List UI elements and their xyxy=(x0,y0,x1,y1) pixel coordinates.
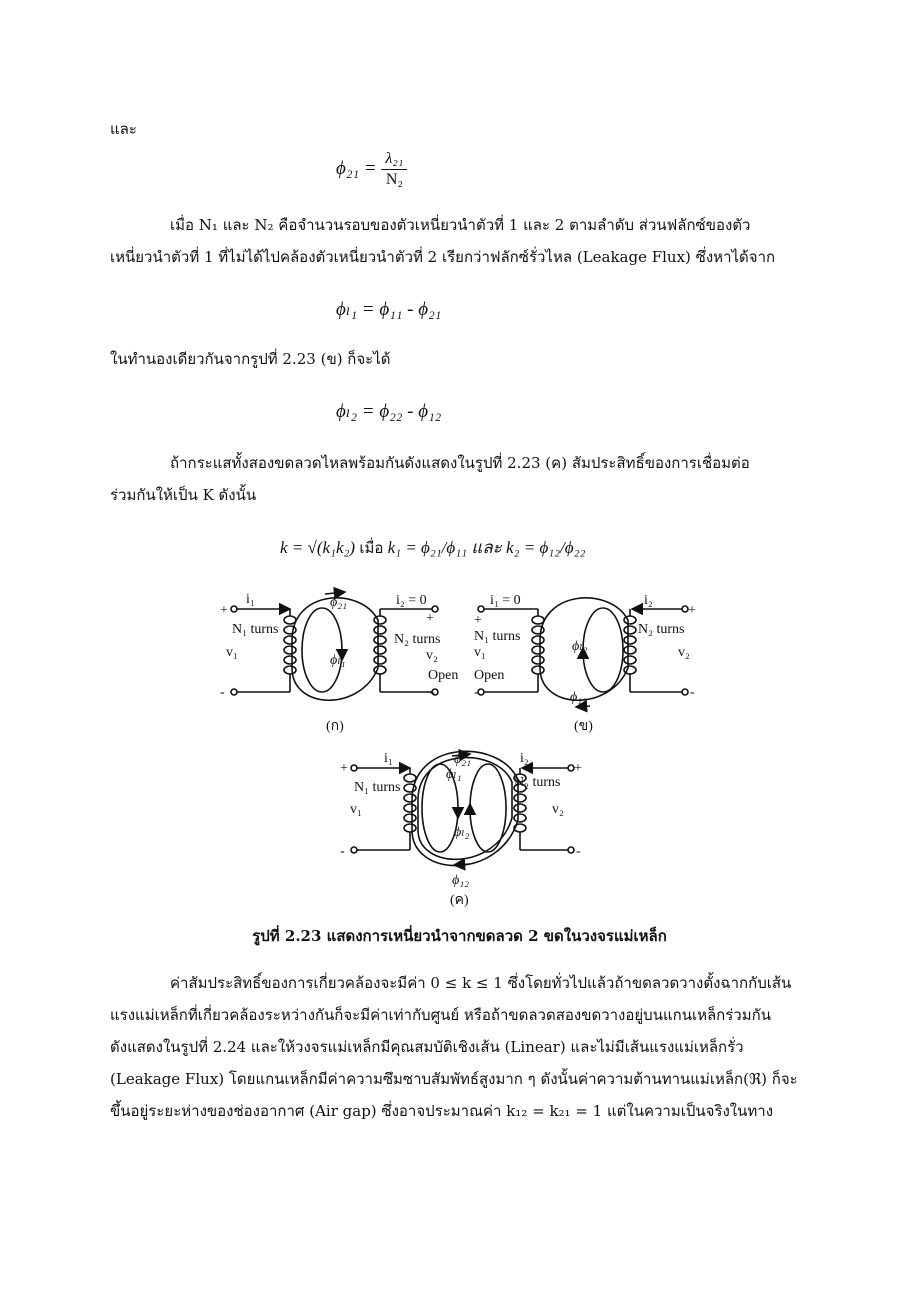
paragraph-4-line-1: ค่าสัมประสิทธิ์ของการเกี่ยวคล้องจะมีค่า 0 ≤ k ≤ 1 ซึ่งโดยทั่วไปแล้วถ้าขดลวดวางตั้งฉากกับเส้น xyxy=(170,974,792,992)
core-outline-a xyxy=(292,598,378,700)
phi21-c: ϕ₂₁ xyxy=(454,752,471,767)
v1-b: v₁ xyxy=(474,645,486,660)
v2-b: v₂ xyxy=(678,645,690,660)
equation-coupling-left: k = √(k₁k₂) xyxy=(280,538,356,557)
phil1-c: ϕₗ₁ xyxy=(446,767,462,782)
figure-part-b-labels xyxy=(474,593,696,734)
label-a: (ก) xyxy=(326,719,344,734)
paragraph-1-line-1: เมื่อ N₁ และ N₂ คือจำนวนรอบของตัวเหนี่ยวนำตัวที่ 1 และ 2 ตามลำดับ ส่วนฟลักซ์ของตัว xyxy=(170,216,751,234)
paragraph-3-line-1: ถ้ากระแสทั้งสองขดลวดไหลพร้อมกันดังแสดงในรูปที่ 2.23 (ค) สัมประสิทธิ์ของการเชื่อมต่อ xyxy=(170,454,750,472)
paragraph-lead: และ xyxy=(110,120,137,138)
v1-a: v₁ xyxy=(226,645,238,660)
minus-c-left: - xyxy=(340,844,345,859)
minus-b-right: - xyxy=(690,685,695,700)
paragraph-4-line-2: แรงแม่เหล็กที่เกี่ยวคล้องระหว่างกันก็จะมีค่าเท่ากับศูนย์ หรือถ้าขดลวดสองขดวางอยู่บนแกนเหล็กร่วมกัน xyxy=(110,1006,771,1024)
minus-a-left: - xyxy=(220,685,225,700)
n1-a: N₁ turns xyxy=(232,622,279,637)
equation-leakage-2: ϕₗ₂ = ϕ₂₂ - ϕ₁₂ xyxy=(336,401,442,422)
equation-leakage-1: ϕₗ₁ = ϕ₁₁ - ϕ₂₁ xyxy=(336,299,442,320)
equation-phi21-numerator: λ₂₁ xyxy=(381,150,407,170)
open-b: Open xyxy=(474,668,505,683)
figure-part-c xyxy=(351,751,574,865)
paragraph-2: ในทำนองเดียวกันจากรูปที่ 2.23 (ข) ก็จะได้ xyxy=(110,350,391,368)
plus-b-right: + xyxy=(688,603,696,618)
n2-b: N₂ turns xyxy=(638,622,685,637)
i1-c: i₁ xyxy=(384,751,393,766)
phi21-a: ϕ₂₁ xyxy=(330,595,347,610)
figure-caption: รูปที่ 2.23 แสดงการเหนี่ยวนำจากขดลวด 2 ขดในวงจรแม่เหล็ก xyxy=(252,927,667,945)
equation-coupling-connector: เมื่อ xyxy=(359,539,384,557)
phil1-a: ϕₗ₁ xyxy=(330,653,346,668)
minus-a-right: - xyxy=(430,685,435,700)
n2-a: N₂ turns xyxy=(394,632,441,647)
i2-a: i₂ = 0 xyxy=(396,593,427,608)
figure-part-a-labels xyxy=(220,592,458,734)
n2-c: N₂ turns xyxy=(514,775,561,790)
label-c: (ค) xyxy=(450,893,469,908)
v2-a: v₂ xyxy=(426,648,438,663)
phi12-c: ϕ₁₂ xyxy=(452,873,469,888)
paragraph-1-line-2: เหนี่ยวนำตัวที่ 1 ที่ไม่ได้ไปคล้องตัวเหนี่ยวนำตัวที่ 2 เรียกว่าฟลักซ์รั่วไหล (Leakage Flux) ซึ่งหาได้จาก xyxy=(110,248,776,266)
phil2-b: ϕₗ₂ xyxy=(572,639,588,654)
open-a: Open xyxy=(428,668,459,683)
paragraph-4-line-5: ขึ้นอยู่ระยะห่างของช่องอากาศ (Air gap) ซึ่งอาจประมาณค่า k₁₂ = k₂₁ = 1 แต่ในความเป็นจริงในทาง xyxy=(110,1102,774,1120)
i2-c: i₂ xyxy=(520,751,529,766)
equation-coupling-right: k₁ = ϕ₂₁/ϕ₁₁ และ k₂ = ϕ₁₂/ϕ₂₂ xyxy=(387,538,586,557)
equation-phi21-denominator: N₂ xyxy=(385,171,403,188)
paragraph-4-line-3: ดังแสดงในรูปที่ 2.24 และให้วงจรแม่เหล็กมีคุณสมบัติเชิงเส้น (Linear) และไม่มีเส้นแรงแม่เหล็กรั่ว xyxy=(110,1038,744,1056)
plus-c-right: + xyxy=(574,761,582,776)
i2-b: i₂ xyxy=(644,593,653,608)
equation-phi21-lhs: ϕ₂₁ = xyxy=(336,157,377,179)
plus-c-left: + xyxy=(340,761,348,776)
i1-a: i₁ xyxy=(246,592,255,607)
coil-right-b xyxy=(624,616,636,674)
label-b: (ข) xyxy=(574,719,593,734)
phi12-b: ϕ₁₂ xyxy=(570,690,587,705)
plus-a-left: + xyxy=(220,603,228,618)
n1-c: N₁ turns xyxy=(354,780,401,795)
coil-right-a xyxy=(374,616,386,674)
minus-b-left: - xyxy=(474,685,479,700)
figure-part-c-labels xyxy=(340,751,582,908)
v1-c: v₁ xyxy=(350,802,362,817)
n1-b: N₁ turns xyxy=(474,629,521,644)
plus-a-right: + xyxy=(426,611,434,626)
paragraph-3-line-2: ร่วมกันให้เป็น K ดังนั้น xyxy=(110,486,257,504)
phil2-c: ϕₗ₂ xyxy=(454,825,470,840)
plus-b-left: + xyxy=(474,613,482,628)
paragraph-4-line-4: (Leakage Flux) โดยแกนเหล็กมีค่าความซึมซาบสัมพัทธ์สูงมาก ๆ ดังนั้นค่าความต้านทานแม่เหล็ก(ℜ) ก็จะ xyxy=(110,1070,798,1088)
minus-c-right: - xyxy=(576,844,581,859)
v2-c: v₂ xyxy=(552,802,564,817)
i1-b: i₁ = 0 xyxy=(490,593,521,608)
